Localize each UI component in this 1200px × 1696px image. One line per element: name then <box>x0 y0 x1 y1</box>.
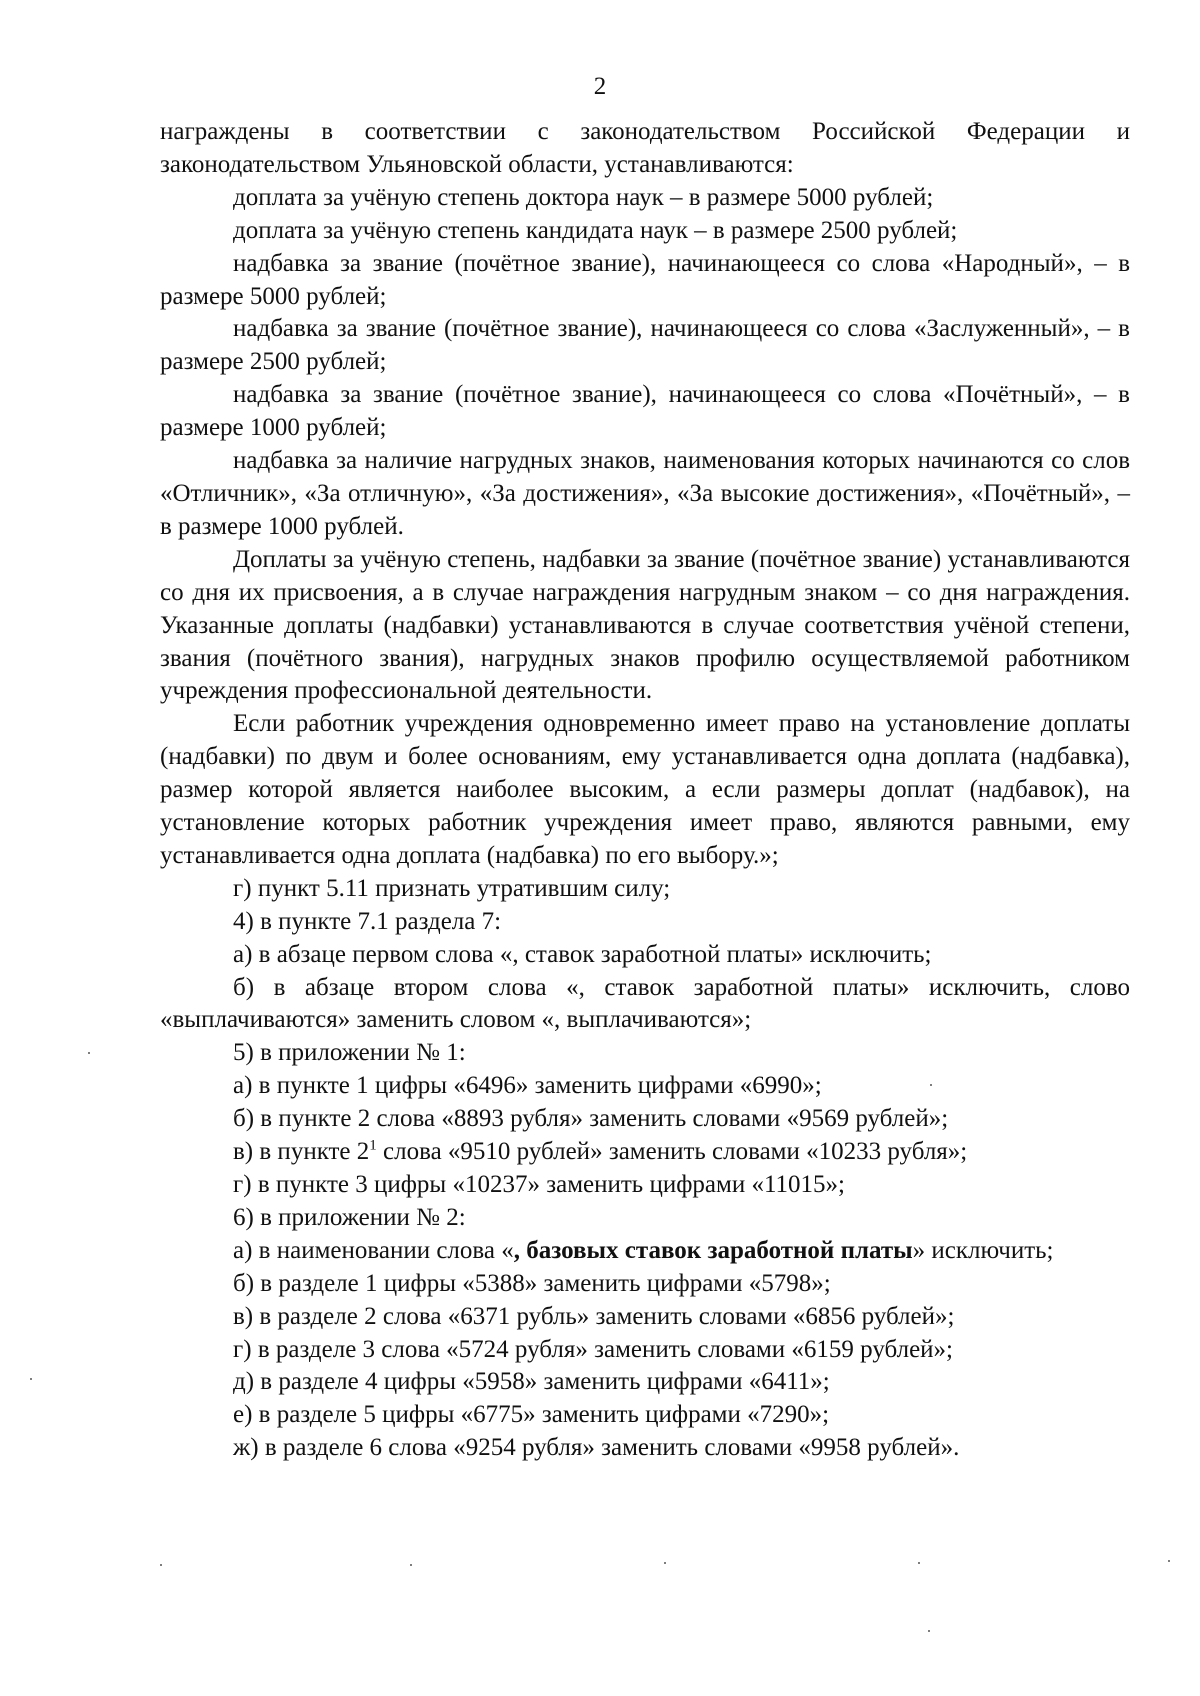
paragraph-2: доплата за учёную степень доктора наук – в размере 5000 рублей; <box>233 183 934 211</box>
paragraph-20-end: » исключить; <box>912 1236 1054 1264</box>
document-body <box>160 116 1130 1465</box>
paragraph-12: а) в абзаце первом слова «, ставок заработной платы» исключить; <box>233 940 932 968</box>
paragraph-4: надбавка за звание (почётное звание), начинающееся со слова «Народный», – в размере 5000 рублей; <box>160 249 1130 310</box>
paragraph-26: ж) в разделе 6 слова «9254 рубля» заменить словами «9958 рублей». <box>233 1434 960 1462</box>
paragraph-5: надбавка за звание (почётное звание), начинающееся со слова «Заслуженный», – в размере 2500 рублей; <box>160 315 1130 376</box>
paragraph-19: 6) в приложении № 2: <box>233 1203 466 1231</box>
scan-speck <box>918 1562 920 1564</box>
paragraph-14: 5) в приложении № 1: <box>233 1039 466 1067</box>
paragraph-8: Доплаты за учёную степень, надбавки за звание (почётное звание) устанавливаются со дня их присвоения, а в случае награждения нагрудным знаком – со дня награждения. Указанные доплаты (надбавки) устанавливаются в случае соответствия учёной степени, звания (почётного звания), нагрудных знаков профилю осуществляемой работником учреждения профессиональной деятельности. <box>160 545 1130 705</box>
paragraph-17-start: в) в пункте 2 <box>233 1138 370 1166</box>
scan-speck <box>160 1564 162 1566</box>
paragraph-17 <box>160 1136 1130 1169</box>
paragraph-25: е) в разделе 5 цифры «6775» заменить цифрами «7290»; <box>233 1401 830 1429</box>
paragraph-20 <box>160 1235 1130 1268</box>
paragraph-24: д) в разделе 4 цифры «5958» заменить цифрами «6411»; <box>233 1368 830 1396</box>
scan-speck <box>1168 1560 1170 1562</box>
paragraph-10: г) пункт 5.11 признать утратившим силу; <box>233 874 671 902</box>
paragraph-16: б) в пункте 2 слова «8893 рубля» заменить словами «9569 рублей»; <box>233 1105 949 1133</box>
scan-speck <box>930 1084 932 1086</box>
paragraph-6: надбавка за звание (почётное звание), начинающееся со слова «Почётный», – в размере 1000 рублей; <box>160 381 1130 442</box>
scan-speck <box>410 1564 412 1566</box>
paragraph-20-start: а) в наименовании слова « <box>233 1236 514 1264</box>
paragraph-13: б) в абзаце втором слова «, ставок заработной платы» исключить, слово «выплачиваются» заменить словом «, выплачиваются»; <box>160 973 1130 1034</box>
page-number: 2 <box>593 73 607 100</box>
scan-speck <box>664 1562 666 1564</box>
paragraph-23: г) в разделе 3 слова «5724 рубля» заменить словами «6159 рублей»; <box>233 1335 953 1363</box>
paragraph-1: награждены в соответствии с законодательством Российской Федерации и законодательством Ульяновской области, устанавливаются: <box>160 118 1130 178</box>
paragraph-11: 4) в пункте 7.1 раздела 7: <box>233 907 502 935</box>
paragraph-18: г) в пункте 3 цифры «10237» заменить цифрами «11015»; <box>233 1171 845 1198</box>
scan-speck <box>928 1630 930 1632</box>
paragraph-17-end: слова «9510 рублей» заменить словами «10233 рубля»; <box>376 1138 968 1166</box>
paragraph-3: доплата за учёную степень кандидата наук – в размере 2500 рублей; <box>233 216 958 244</box>
scan-speck <box>30 1378 32 1380</box>
paragraph-7: надбавка за наличие нагрудных знаков, наименования которых начинаются со слов «Отличник», «За отличную», «За достижения», «За высокие достижения», «Почётный», – в размере 1000 рублей. <box>160 447 1130 540</box>
bold-phrase: , базовых ставок заработной платы <box>513 1236 913 1264</box>
superscript: 1 <box>369 1137 377 1154</box>
paragraph-22: в) в разделе 2 слова «6371 рубль» заменить словами «6856 рублей»; <box>233 1302 955 1330</box>
scan-speck <box>88 1052 90 1054</box>
paragraph-9: Если работник учреждения одновременно имеет право на установление доплаты (надбавки) по двум и более основаниям, ему устанавливается одна доплата (надбавка), размер которой является наиболее высоким, а если размеры доплат (надбавок), на установление которых работник учреждения имеет право, являются равными, ему устанавливается одна доплата (надбавка) по его выбору.»; <box>160 710 1130 869</box>
paragraph-15: а) в пункте 1 цифры «6496» заменить цифрами «6990»; <box>233 1072 822 1100</box>
paragraph-21: б) в разделе 1 цифры «5388» заменить цифрами «5798»; <box>233 1269 831 1297</box>
